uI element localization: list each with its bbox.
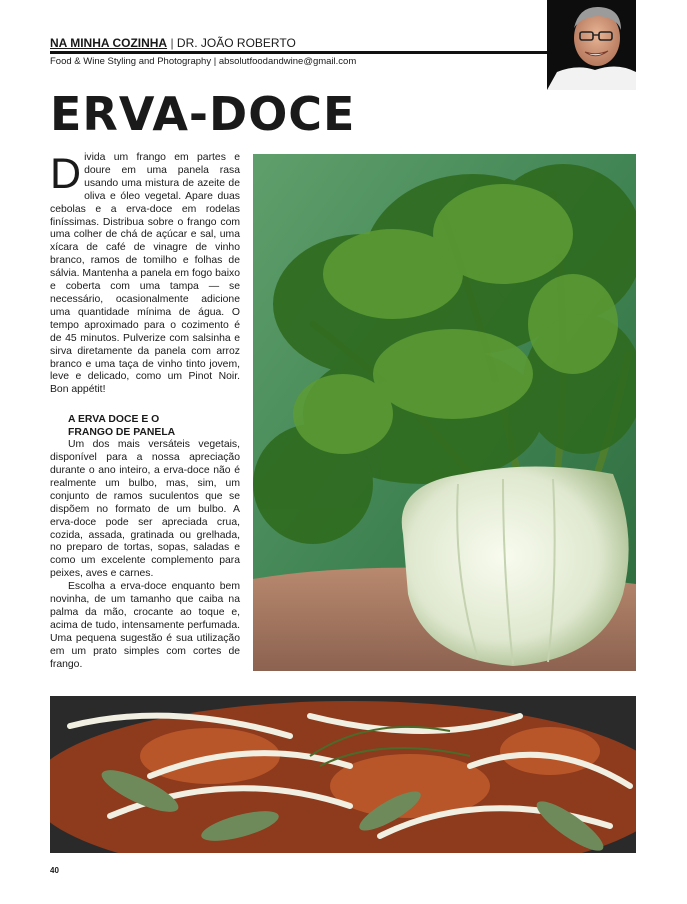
intro-paragraph bbox=[50, 152, 240, 397]
header-subtitle: Food & Wine Styling and Photography | absolutfoodandwine@gmail.com bbox=[50, 56, 357, 67]
body-paragraph-2: Escolha a erva-doce enquanto bem novinha, de um tamanho que caiba na palma da mão, crocante ao toque e, acima de tudo, intensamente perfumada. Uma pequena sugestão é sua utilização em um prato simples com cortes de frango. bbox=[50, 581, 240, 670]
author-portrait bbox=[547, 0, 636, 90]
intro-text: ivida um frango em partes e doure em uma panela rasa usando uma mistura de azeite de oliva e óleo vegetal. Apare duas cebolas e a erva-doce em rodelas finíssimas. Distribua sobre o frango com uma colher de chá de açúcar e sal, uma xícara de café de vinagre de vinho branco, ramos de tomilho e folhas de sálvia. Mantenha a panela em fogo baixo e coberta com uma tampa — se necessário, ocasionalmente adicione uma quantidade mínima de água. O tempo aproximado para o cozimento é de 45 minutos. Pulverize com salsinha e sirva diretamente da panela com arroz branco e uma taça de vinho tinto jovem, leve e delicado, como um Pinot Noir. Bon appétit! bbox=[50, 152, 240, 396]
page-number: 40 bbox=[50, 866, 59, 875]
subheading bbox=[68, 413, 240, 439]
subheading-line-1: A ERVA DOCE E O bbox=[68, 414, 160, 426]
header-byline bbox=[50, 35, 548, 51]
author-name: DR. JOÃO ROBERTO bbox=[176, 36, 296, 50]
dropcap: D bbox=[50, 150, 82, 198]
page-header bbox=[50, 35, 548, 51]
article-title: ERVA-DOCE bbox=[50, 87, 356, 141]
subheading-line-2: FRANGO DE PANELA bbox=[68, 427, 176, 439]
section-name: NA MINHA COZINHA bbox=[50, 36, 168, 50]
header-separator: | bbox=[167, 36, 177, 50]
header-rule bbox=[50, 51, 547, 54]
article-body bbox=[50, 152, 240, 672]
fennel-photo bbox=[253, 154, 636, 671]
body-paragraph-1: Um dos mais versáteis vegetais, disponível para a nossa apreciação durante o ano inteiro, a erva-doce não é realmente um bulbo, mas, sim, um conjunto de ramos suculentos que se dispõem no formato de um bulbo. A erva-doce pode ser apreciada crua, cozida, assada, gratinada ou grelhada, no preparo de tortas, sopas, saladas e como um excelente complemento para peixes, aves e carnes. bbox=[50, 439, 240, 580]
chicken-dish-photo bbox=[50, 696, 636, 853]
